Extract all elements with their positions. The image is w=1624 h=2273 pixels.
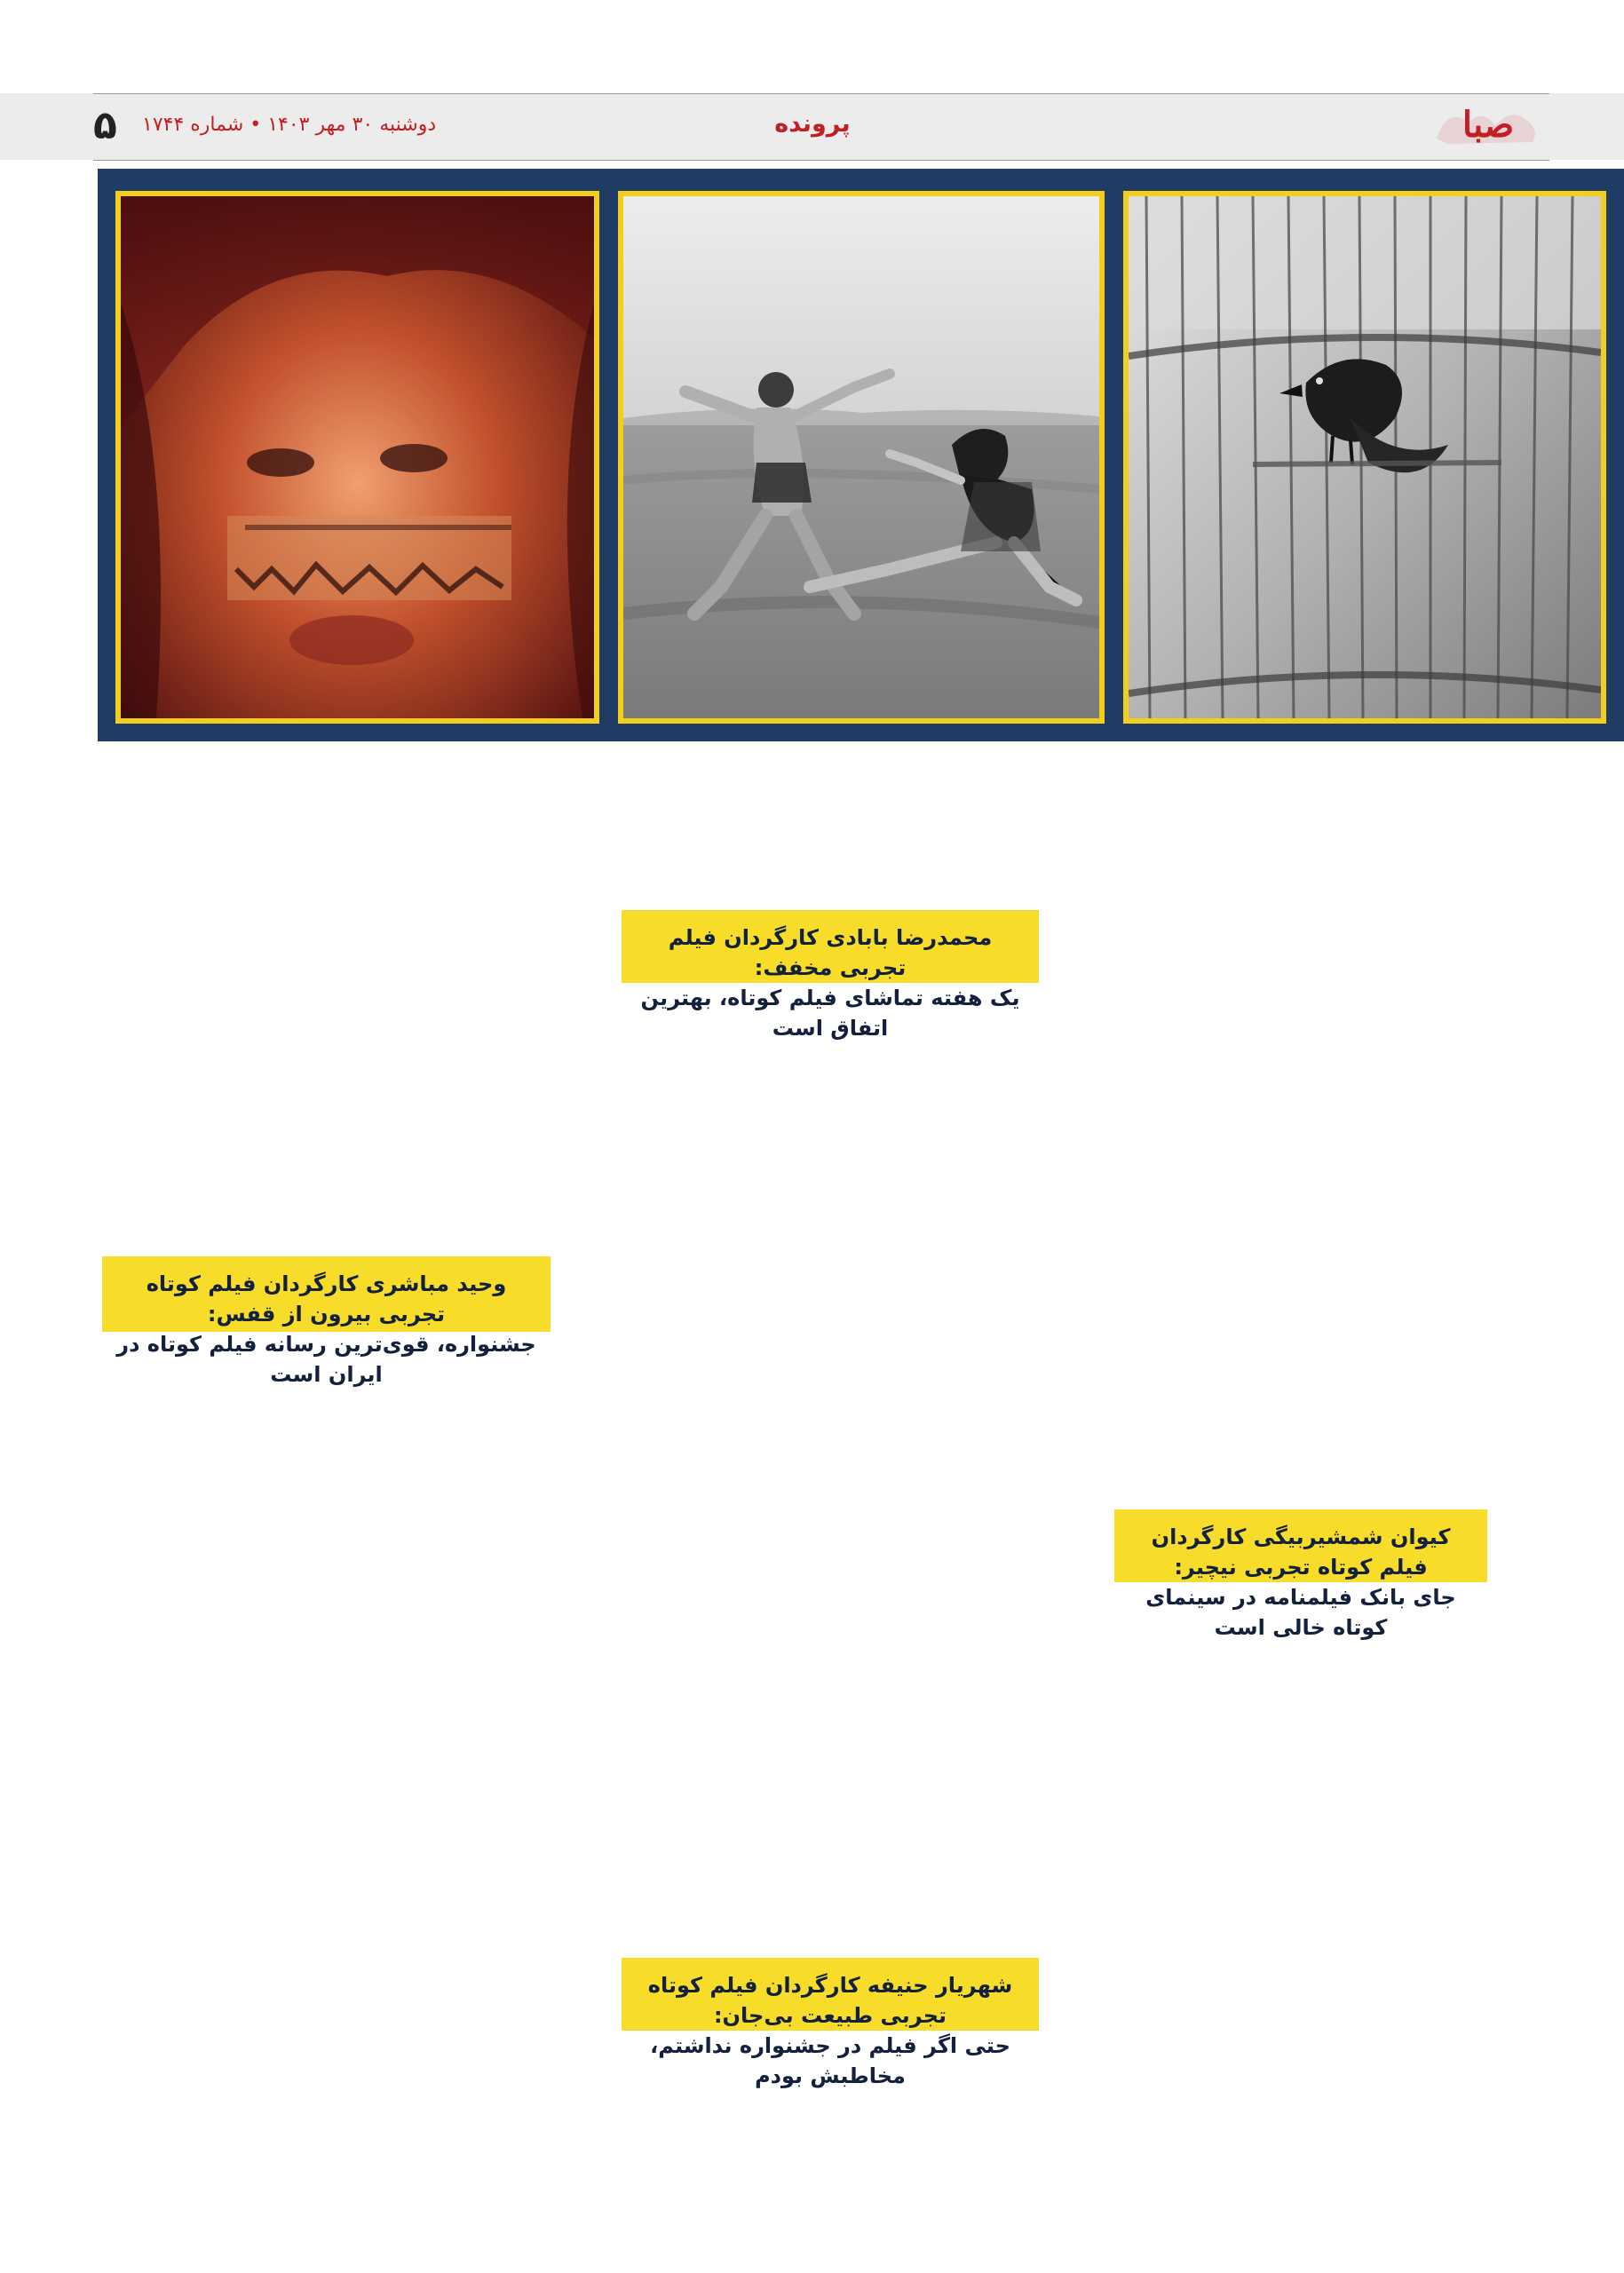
article-text-left-top [102,768,559,1239]
article-text-middle-bottom [613,2042,1070,2193]
section-label: پرونده [774,110,851,138]
dancers-desert-photo [618,191,1105,724]
headline-mobasheri-line1: وحید مباشری کارگردان فیلم کوتاه تجربی بیرون از قفس: [146,1271,507,1327]
bird-cage-photo [1123,191,1606,724]
headline-hanifeh-line2: حتی اگر فیلم در جشنواره نداشتم، مخاطبش بودم [650,2033,1010,2088]
article-text-middle-top [613,768,1070,897]
header-divider-top [93,93,1549,94]
headline-mobasheri-line2: جشنواره، قوی‌ترین رسانه فیلم کوتاه در ایران است [116,1332,536,1387]
headline-shamshirbeigi-line1: کیوان شمشیربیگی کارگردان فیلم کوتاه تجربی نیچیر: [1151,1525,1451,1580]
date-issue: دوشنبه ۳۰ مهر ۱۴۰۳ • شماره ۱۷۴۴ [142,114,437,136]
header-divider-bottom [93,160,1549,161]
article-text-right-top [1097,768,1549,1496]
headline-babadi-line2: یک هفته تماشای فیلم کوتاه، بهترین اتفاق است [640,986,1020,1041]
page-number: ۵ [93,103,117,148]
article-text-right-bottom [1097,1594,1549,2198]
logo-text: صبا [1462,104,1515,146]
headline-hanifeh [622,1958,1039,2088]
article-text-left-bottom [102,1345,559,2198]
headline-babadi [622,910,1039,1041]
article-text-middle-center [613,994,1070,1944]
headline-shamshirbeigi [1114,1509,1487,1640]
headline-hanifeh-line1: شهریار حنیفه کارگردان فیلم کوتاه تجربی طبیعت بی‌جان: [647,1973,1013,2028]
newspaper-logo [1430,99,1547,153]
headline-shamshirbeigi-line2: جای بانک فیلمنامه در سینمای کوتاه خالی است [1145,1585,1456,1640]
headline-babadi-line1: محمدرضا بابادی کارگردان فیلم تجربی مخفف: [668,925,993,980]
girl-portrait-photo [115,191,599,724]
headline-mobasheri [102,1256,551,1387]
